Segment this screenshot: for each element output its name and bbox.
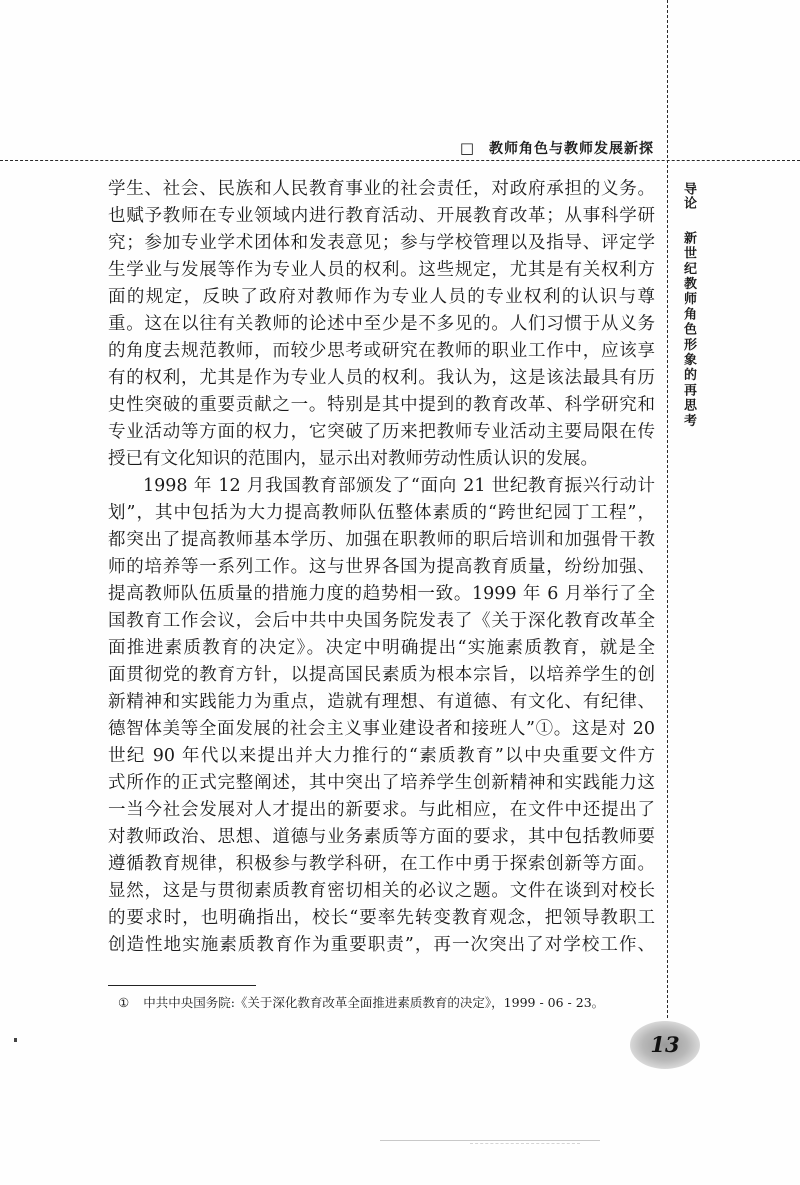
text-line: 授已有文化知识的范围内，显示出对教师劳动性质认识的发展。 bbox=[108, 449, 598, 469]
text-line: 有的权利，尤其是作为专业人员的权利。我认为，这是该法最具有历 bbox=[108, 368, 655, 388]
scan-artifact-dot bbox=[14, 1038, 17, 1042]
text-line: 面的规定，反映了政府对教师作为专业人员的专业权利的认识与尊 bbox=[108, 287, 655, 307]
text-line: 创造性地实施素质教育作为重要职责”，再一次突出了对学校工作、 bbox=[108, 935, 655, 955]
text-line: 史性突破的重要贡献之一。特别是其中提到的教育改革、科学研究和 bbox=[108, 395, 655, 415]
footnote-rule bbox=[108, 985, 256, 986]
header-dashed-rule bbox=[0, 160, 800, 161]
text-line: 国教育工作会议，会后中共中央国务院发表了《关于深化教育改革全 bbox=[108, 611, 655, 631]
page-number: 13 bbox=[650, 1032, 680, 1057]
text-line: 划”，其中包括为大力提高教师队伍整体素质的“跨世纪园丁工程”， bbox=[108, 503, 655, 523]
text-line: 师的培养等一系列工作。这与世界各国为提高教育质量，纷纷加强、 bbox=[108, 557, 655, 577]
text-line: 生学业与发展等作为专业人员的权利。这些规定，尤其是有关权利方 bbox=[108, 260, 655, 280]
text-line: 新精神和实践能力为重点，造就有理想、有道德、有文化、有纪律、 bbox=[108, 692, 655, 712]
side-tab-title: 新世纪教师角色形象的再思考 bbox=[681, 231, 696, 429]
text-line: 究；参加专业学术团体和发表意见；参与学校管理以及指导、评定学 bbox=[108, 233, 655, 253]
text-line: 专业活动等方面的权力，它突破了历来把教师专业活动主要局限在传 bbox=[108, 422, 655, 442]
text-line: 的角度去规范教师，而较少思考或研究在教师的职业工作中，应该享 bbox=[108, 341, 655, 361]
text-line: 面推进素质教育的决定》。决定中明确提出“实施素质教育，就是全 bbox=[108, 638, 655, 658]
text-line: 一当今社会发展对人才提出的新要求。与此相应，在文件中还提出了 bbox=[108, 800, 655, 820]
text-line: 的要求时，也明确指出，校长“要率先转变教育观念，把领导教职工 bbox=[108, 908, 655, 928]
footnote bbox=[118, 993, 658, 1013]
text-line: 对教师政治、思想、道德与业务素质等方面的要求，其中包括教师要 bbox=[108, 827, 655, 847]
text-line: 面贯彻党的教育方针，以提高国民素质为根本宗旨，以培养学生的创 bbox=[108, 665, 655, 685]
text-line: 都突出了提高教师基本学历、加强在职教师的职后培训和加强骨干教 bbox=[108, 530, 655, 550]
footnote-text: 中共中央国务院:《关于深化教育改革全面推进素质教育的决定》，1999 - 06 - 23。 bbox=[143, 995, 605, 1010]
text-line: 提高教师队伍质量的措施力度的趋势相一致。1999 年 6 月举行了全 bbox=[108, 584, 655, 604]
text-line: 式所作的正式完整阐述，其中突出了培养学生创新精神和实践能力这 bbox=[108, 773, 655, 793]
footnote-marker: ① bbox=[118, 995, 130, 1010]
running-header-title: 教师角色与教师发展新探 bbox=[489, 141, 654, 157]
text-line: 重。这在以往有关教师的论述中至少是不多见的。人们习惯于从义务 bbox=[108, 314, 655, 334]
side-tab-chapter: 导论 bbox=[681, 182, 696, 210]
text-line: 遵循教育规律，积极参与教学科研，在工作中勇于探索创新等方面。 bbox=[108, 854, 655, 874]
running-header bbox=[460, 137, 654, 159]
body-text bbox=[108, 176, 655, 959]
text-line: 显然，这是与贯彻素质教育密切相关的必议之题。文件在谈到对校长 bbox=[108, 881, 655, 901]
text-line: 德智体美等全面发展的社会主义事业建设者和接班人”①。这是对 20 bbox=[108, 719, 655, 739]
scan-artifact-line bbox=[470, 1143, 580, 1144]
header-box-glyph: □ bbox=[459, 139, 475, 157]
text-line: 1998 年 12 月我国教育部颁发了“面向 21 世纪教育振兴行动计 bbox=[143, 476, 655, 496]
margin-dashed-vertical-rule bbox=[667, 0, 668, 1018]
scan-artifact-line bbox=[380, 1140, 600, 1141]
text-line: 也赋予教师在专业领域内进行教育活动、开展教育改革；从事科学研 bbox=[108, 206, 655, 226]
page-number-badge bbox=[630, 1021, 700, 1069]
text-line: 世纪 90 年代以来提出并大力推行的“素质教育”以中央重要文件方 bbox=[108, 746, 655, 766]
text-line: 学生、社会、民族和人民教育事业的社会责任，对政府承担的义务。 bbox=[108, 179, 655, 199]
